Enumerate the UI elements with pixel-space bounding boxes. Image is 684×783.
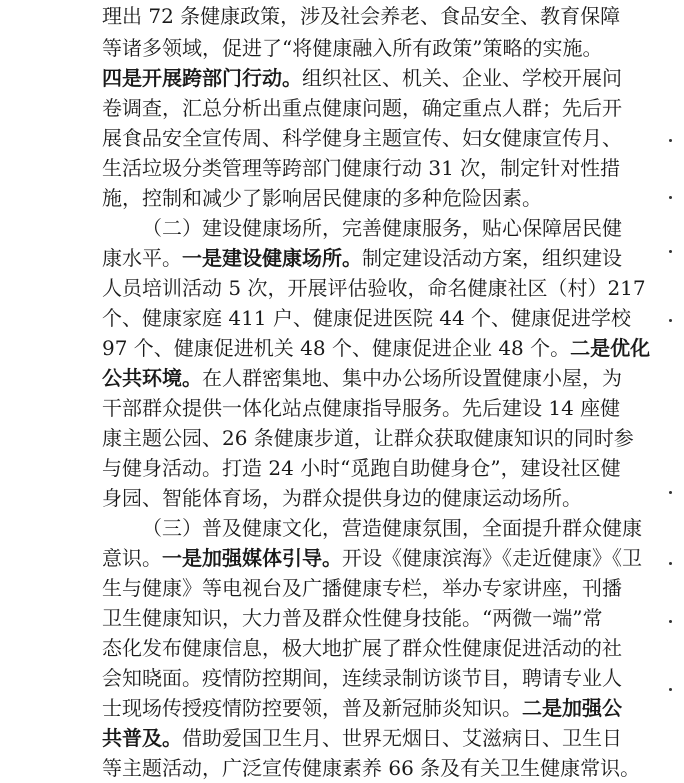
text-run: 个、健康家庭 411 户、健康促进医院 44 个、健康促进学校 xyxy=(102,306,632,330)
text-run: 展食品安全宣传周、科学健身主题宣传、妇女健康宣传月、 xyxy=(102,126,622,150)
text-line xyxy=(102,123,622,153)
bold-text-run: 四是开展跨部门行动。 xyxy=(102,66,302,90)
text-line xyxy=(102,453,621,483)
text-run: 制定建设活动方案，组织建设 xyxy=(362,246,622,270)
section-heading-line xyxy=(142,513,642,543)
text-run: 生与健康》等电视台及广播健康专栏，举办专家讲座，刊播 xyxy=(102,576,622,600)
text-line xyxy=(102,633,622,663)
text-run: 卷调查，汇总分析出重点健康问题，确定重点人群；先后开 xyxy=(102,96,622,120)
text-run: 身园、智能体育场，为群众提供身边的健康运动场所。 xyxy=(102,486,582,510)
text-run: 康水平。 xyxy=(102,246,182,270)
text-line xyxy=(102,573,622,603)
text-run: 等诸多领域，促进了“将健康融入所有政策”策略的实施。 xyxy=(102,36,603,60)
text-line xyxy=(102,93,622,123)
margin-dot xyxy=(669,620,672,623)
text-line xyxy=(102,483,586,513)
text-line xyxy=(102,393,621,423)
text-line xyxy=(102,603,603,633)
text-run: 组织社区、机关、企业、学校开展问 xyxy=(302,66,622,90)
text-run: 意识。 xyxy=(102,546,162,570)
text-line xyxy=(102,273,646,303)
text-run: 会知晓面。疫情防控期间，连续录制访谈节目，聘请专业人 xyxy=(102,666,622,690)
text-run: 理出 72 条健康政策，涉及社会养老、食品安全、教育保障 xyxy=(102,4,621,28)
text-run: 卫生健康知识，大力普及群众性健身技能。“两微一端”常 xyxy=(102,606,603,630)
text-line xyxy=(102,423,634,453)
text-line xyxy=(102,663,622,693)
bold-text-run: 一是建设健康场所。 xyxy=(182,246,362,270)
text-line xyxy=(102,723,622,753)
text-run: （二）建设健康场所，完善健康服务，贴心保障居民健 xyxy=(142,216,622,240)
margin-dot xyxy=(669,319,672,322)
text-run: 在人群密集地、集中办公场所设置健康小屋，为 xyxy=(202,366,622,390)
text-run: 97 个、健康促进机关 48 个、健康促进企业 48 个。 xyxy=(102,336,571,360)
margin-dot xyxy=(669,688,672,691)
margin-dot xyxy=(669,562,672,565)
text-line xyxy=(102,183,586,213)
text-run: 士现场传授疫情防控要领，普及新冠肺炎知识。 xyxy=(102,696,522,720)
text-run: 康主题公园、26 条健康步道，让群众获取健康知识的同时参 xyxy=(102,426,634,450)
bold-text-run: 二是加强公 xyxy=(522,696,622,720)
text-line xyxy=(102,543,642,573)
margin-dot xyxy=(669,491,672,494)
text-line xyxy=(102,333,651,363)
margin-dot xyxy=(669,250,672,253)
text-run: 干部群众提供一体化站点健康指导服务。先后建设 14 座健 xyxy=(102,396,621,420)
text-line xyxy=(102,243,622,273)
text-run: 开设《健康滨海》《走近健康》《卫 xyxy=(342,546,642,570)
text-run: 等主题活动，广泛宣传健康素养 66 条及有关卫生健康常识。 xyxy=(102,756,641,780)
bold-text-run: 公共环境。 xyxy=(102,366,202,390)
text-run: （三）普及健康文化，营造健康氛围，全面提升群众健康 xyxy=(142,516,642,540)
text-line xyxy=(102,153,621,183)
margin-dot xyxy=(669,139,672,142)
bold-text-run: 二是优化 xyxy=(570,336,651,360)
text-line xyxy=(102,63,622,93)
text-run: 与健身活动。打造 24 小时“觅跑自助健身仓”，建设社区健 xyxy=(102,456,621,480)
text-run: 人员培训活动 5 次，开展评估验收，命名健康社区（村）217 xyxy=(102,276,646,300)
text-run: 借助爱国卫生月、世界无烟日、艾滋病日、卫生日 xyxy=(182,726,622,750)
text-run: 生活垃圾分类管理等跨部门健康行动 31 次，制定针对性措 xyxy=(102,156,621,180)
text-run: 态化发布健康信息，极大地扩展了群众性健康促进活动的社 xyxy=(102,636,622,660)
text-line xyxy=(102,1,621,31)
text-line xyxy=(102,693,622,723)
text-line xyxy=(102,303,632,333)
text-line xyxy=(102,363,622,393)
text-run: 施，控制和减少了影响居民健康的多种危险因素。 xyxy=(102,186,542,210)
section-heading-line xyxy=(142,213,622,243)
bold-text-run: 一是加强媒体引导。 xyxy=(162,546,342,570)
bold-text-run: 共普及。 xyxy=(102,726,182,750)
margin-dot xyxy=(669,196,672,199)
text-line xyxy=(102,33,603,63)
